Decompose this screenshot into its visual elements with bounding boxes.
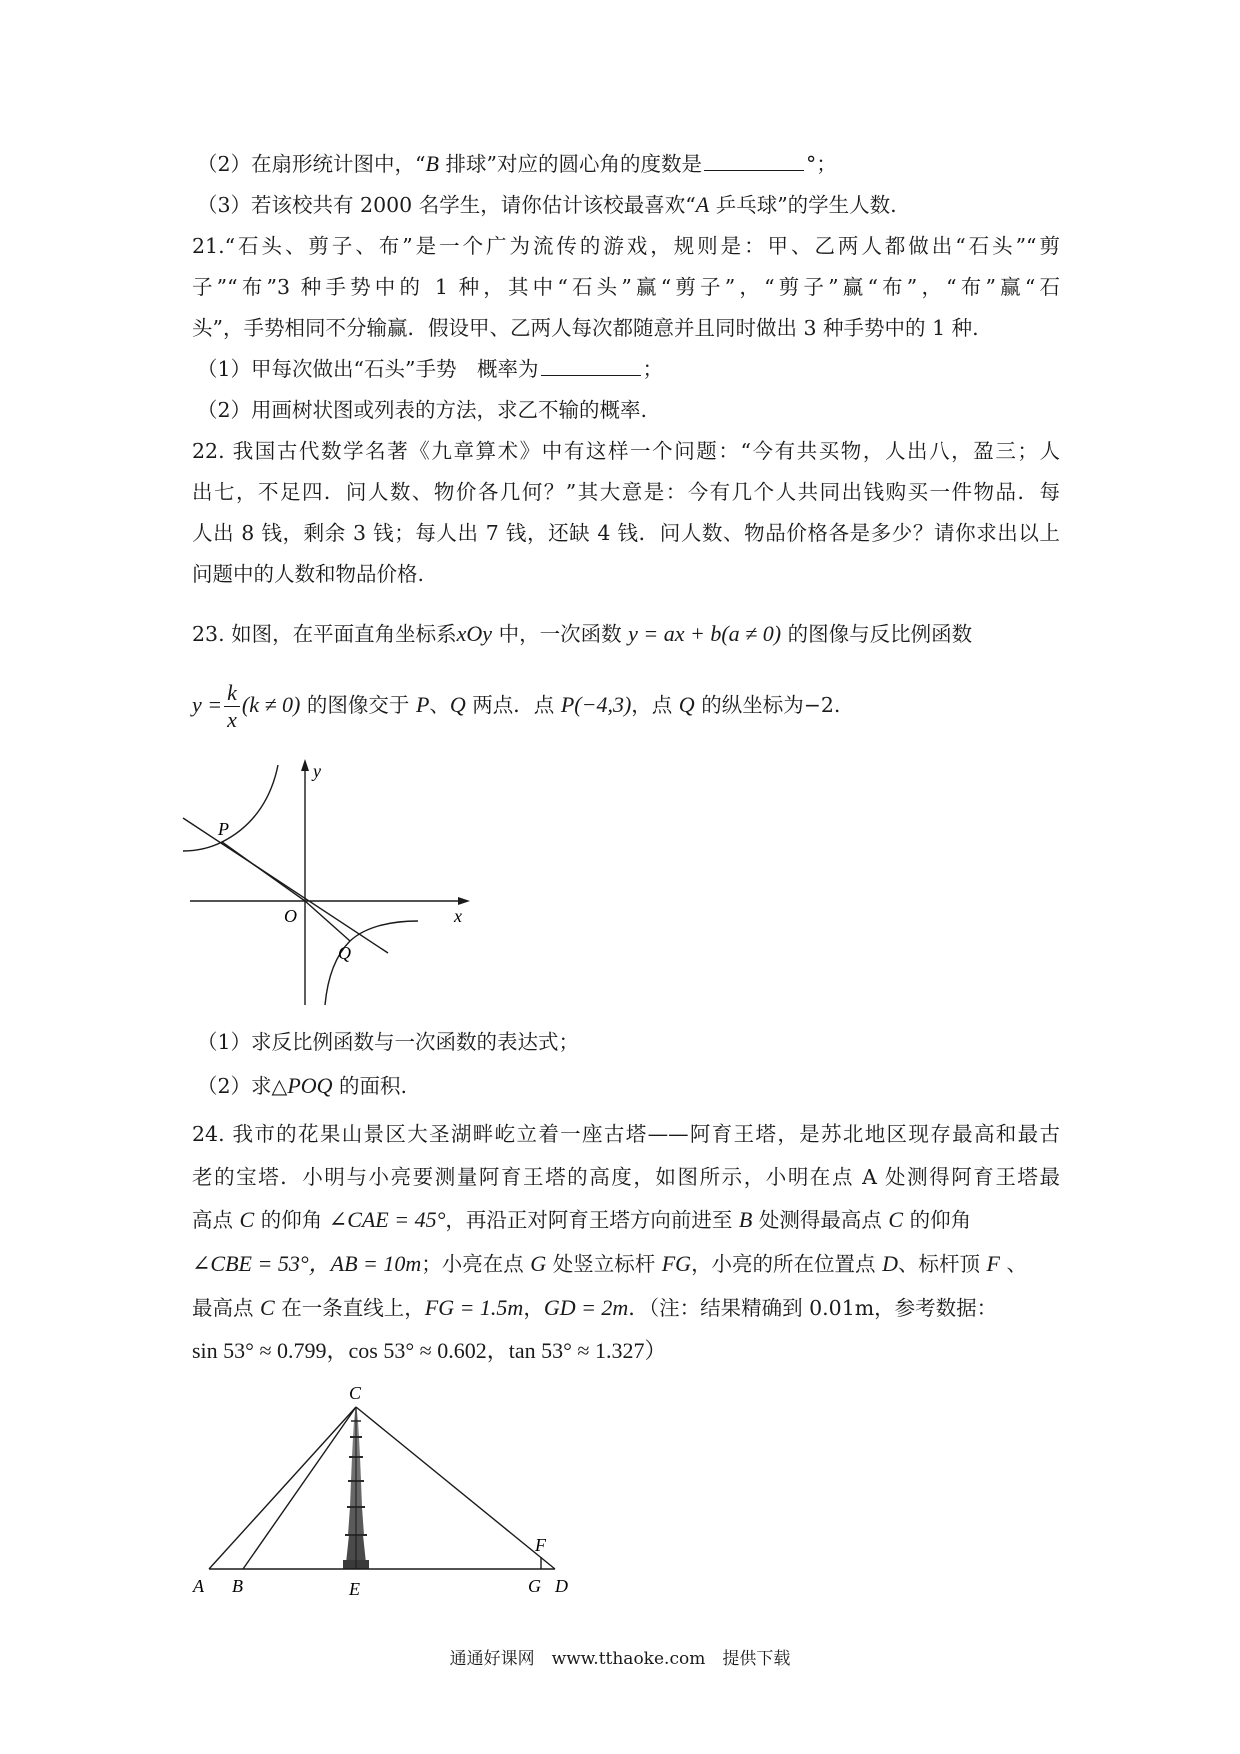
label-d: D xyxy=(555,1576,568,1596)
q24-l5-sep: ， xyxy=(523,1296,544,1320)
q24-l3-c: C xyxy=(239,1207,255,1232)
q23-text-a: 23. 如图，在平面直角坐标系 xyxy=(192,622,457,646)
label-e: E xyxy=(349,1579,360,1599)
q23-linear-cond: (a ≠ 0) xyxy=(721,621,782,646)
q24-l4-c: ，小亮的所在位置点 xyxy=(691,1252,883,1276)
q23-triangle: POQ xyxy=(287,1073,333,1098)
q23-line-1 xyxy=(192,620,1060,648)
page-footer: 通通好课网 www.tthaoke.com 提供下载 xyxy=(449,1649,791,1669)
q24-line-6 xyxy=(192,1337,1060,1365)
q24-line-5 xyxy=(192,1294,1060,1322)
q23-text-b: 中，一次函数 xyxy=(492,622,629,646)
q24-line-4 xyxy=(192,1250,1060,1278)
q24-reference-data: sin 53° ≈ 0.799，cos 53° ≈ 0.602，tan 53° ≈ 1.327） xyxy=(192,1338,667,1363)
q23-part1: （1）求反比例函数与一次函数的表达式； xyxy=(197,1030,580,1054)
q24-l3-a: 高点 xyxy=(192,1208,240,1232)
q24-l4-g: G xyxy=(530,1251,547,1276)
q23-point-q2: Q xyxy=(678,692,695,717)
q24-l4-d: D xyxy=(882,1251,898,1276)
q23-part2 xyxy=(197,1072,1060,1100)
answer-blank xyxy=(704,152,804,171)
label-f: F xyxy=(535,1535,546,1555)
q21-line-2: 子”“布”3 种手势中的 1 种，其中“石头”赢“剪子”，“剪子”赢“布”，“布”赢“石 xyxy=(192,275,1060,299)
label-q: Q xyxy=(338,943,351,963)
q24-gd-value: GD = 2m xyxy=(543,1295,629,1320)
q23-xoy: xOy xyxy=(456,621,493,646)
q21-line-1: 21.“石头、剪子、布”是一个广为流传的游戏，规则是：甲、乙两人都做出“石头”“剪 xyxy=(192,234,1060,258)
q24-l3-b: 的仰角 xyxy=(254,1208,329,1232)
q20-part3 xyxy=(197,191,1060,219)
q24-l5-d: ．（注：结果精确到 0.01m，参考数据： xyxy=(628,1296,998,1320)
q23-text-g: 的纵坐标为−2. xyxy=(694,693,841,717)
segment-oq xyxy=(305,901,350,941)
line-pq xyxy=(183,818,388,953)
hyperbola-branch-lower xyxy=(325,921,418,1005)
q23-text-f: ，点 xyxy=(631,693,679,717)
q24-l4-fg: FG xyxy=(661,1251,692,1276)
label-p: P xyxy=(218,819,229,839)
q23-part2-text-a: （2）求△ xyxy=(197,1074,288,1098)
q23-coordinate-figure xyxy=(180,755,480,1015)
q23-p-coord: P(−4,3) xyxy=(560,692,632,717)
q24-l3-b-point: B xyxy=(738,1207,753,1232)
q23-point-p: P xyxy=(415,692,430,717)
segment-cd xyxy=(356,1407,555,1569)
q20-part2-var-b: B xyxy=(425,151,439,176)
q23-frac-num: k xyxy=(224,680,240,707)
q23-text-e: 两点．点 xyxy=(465,693,561,717)
segment-cb xyxy=(243,1407,356,1569)
q24-fg-value: FG = 1.5m xyxy=(424,1295,524,1320)
x-axis-arrow-icon xyxy=(458,897,470,905)
q24-angle-cae: ∠CAE = 45° xyxy=(328,1207,446,1232)
q21-part1 xyxy=(197,355,1060,383)
label-a: A xyxy=(193,1576,204,1596)
q24-l4-e: 、标杆顶 xyxy=(897,1252,987,1276)
y-axis-arrow-icon xyxy=(301,759,309,771)
q20-part3-var-a: A xyxy=(695,192,710,217)
q24-l3-d: ，再沿正对阿育王塔方向前进至 xyxy=(445,1208,739,1232)
q23-text-c: 的图像与反比例函数 xyxy=(781,622,973,646)
q22-line-2: 出七，不足四．问人数、物价各几何？”其大意是：今有几个人共同出钱购买一件物品．每 xyxy=(192,480,1060,504)
q23-line-2 xyxy=(192,680,1060,733)
q24-line-1: 24. 我市的花果山景区大圣湖畔屹立着一座古塔——阿育王塔，是苏北地区现存最高和最古 xyxy=(192,1122,1060,1146)
q24-l4-g-text: 、 xyxy=(999,1252,1027,1276)
q24-line-3 xyxy=(192,1206,1060,1234)
q21-part1-text-b: ； xyxy=(642,357,664,381)
q24-l4-f: F xyxy=(986,1251,1000,1276)
q20-part2-text-c: °； xyxy=(805,152,837,176)
q22-line-1: 22. 我国古代数学名著《九章算术》中有这样一个问题：“今有共买物，人出八，盈三；人 xyxy=(192,439,1060,463)
q24-pagoda-figure xyxy=(185,1385,585,1600)
label-y: y xyxy=(313,761,321,781)
q24-line-2: 老的宝塔．小明与小亮要测量阿育王塔的高度，如图所示，小明在点 A 处测得阿育王塔最 xyxy=(192,1165,1060,1189)
label-g: G xyxy=(528,1576,541,1596)
q20-part3-text-b: 乒乓球”的学生人数. xyxy=(709,193,897,217)
segment-op xyxy=(222,842,305,901)
q24-l3-e: 处测得最高点 xyxy=(752,1208,889,1232)
q20-part2-text-a: （2）在扇形统计图中，“ xyxy=(197,152,426,176)
q23-inverse-cond: (k ≠ 0) xyxy=(241,692,301,717)
q24-l3-c2: C xyxy=(888,1207,904,1232)
q20-part3-text-a: （3）若该校共有 2000 名学生，请你估计该校最喜欢“ xyxy=(197,193,696,217)
q23-sep: 、 xyxy=(429,693,450,717)
q20-part2-text-b: 排球”对应的圆心角的度数是 xyxy=(438,152,702,176)
q24-l5-b: 在一条直线上， xyxy=(274,1296,425,1320)
q21-part1-text-a: （1）甲每次做出“石头”手势 概率为 xyxy=(197,357,539,381)
q23-linear-eq: y = ax + b xyxy=(628,621,722,646)
q23-frac-den: x xyxy=(227,707,237,732)
label-b: B xyxy=(232,1576,243,1596)
q22-line-4: 问题中的人数和物品价格. xyxy=(192,562,425,586)
label-x: x xyxy=(454,906,462,926)
segment-ca xyxy=(209,1407,356,1569)
q24-l4-b: 处竖立标杆 xyxy=(546,1252,662,1276)
q22-line-3: 人出 8 钱，剩余 3 钱；每人出 7 钱，还缺 4 钱．问人数、物品价格各是多少？请你求出以上 xyxy=(192,521,1060,545)
label-c: C xyxy=(349,1385,362,1403)
q24-l4-a: ；小亮在点 xyxy=(421,1252,531,1276)
q23-point-q: Q xyxy=(449,692,466,717)
label-o: O xyxy=(284,906,297,926)
q23-y-eq: y = xyxy=(192,692,223,717)
q24-ab: ，AB = 10m xyxy=(308,1251,422,1276)
hyperbola-branch-upper xyxy=(183,765,278,851)
q24-l5-c: C xyxy=(260,1295,275,1320)
q24-l5-a: 最高点 xyxy=(192,1296,261,1320)
q23-text-d: 的图像交于 xyxy=(300,693,416,717)
q23-part2-text-b: 的面积. xyxy=(332,1074,408,1098)
q21-part2: （2）用画树状图或列表的方法，求乙不输的概率. xyxy=(197,398,648,422)
q20-part2 xyxy=(197,150,1060,178)
q21-line-3: 头”，手势相同不分输赢．假设甲、乙两人每次都随意并且同时做出 3 种手势中的 1 种. xyxy=(192,316,979,340)
q23-fraction xyxy=(224,680,240,733)
q24-angle-cbe: ∠CBE = 53° xyxy=(192,1251,309,1276)
answer-blank xyxy=(541,357,641,376)
q24-l3-f: 的仰角 xyxy=(903,1208,972,1232)
